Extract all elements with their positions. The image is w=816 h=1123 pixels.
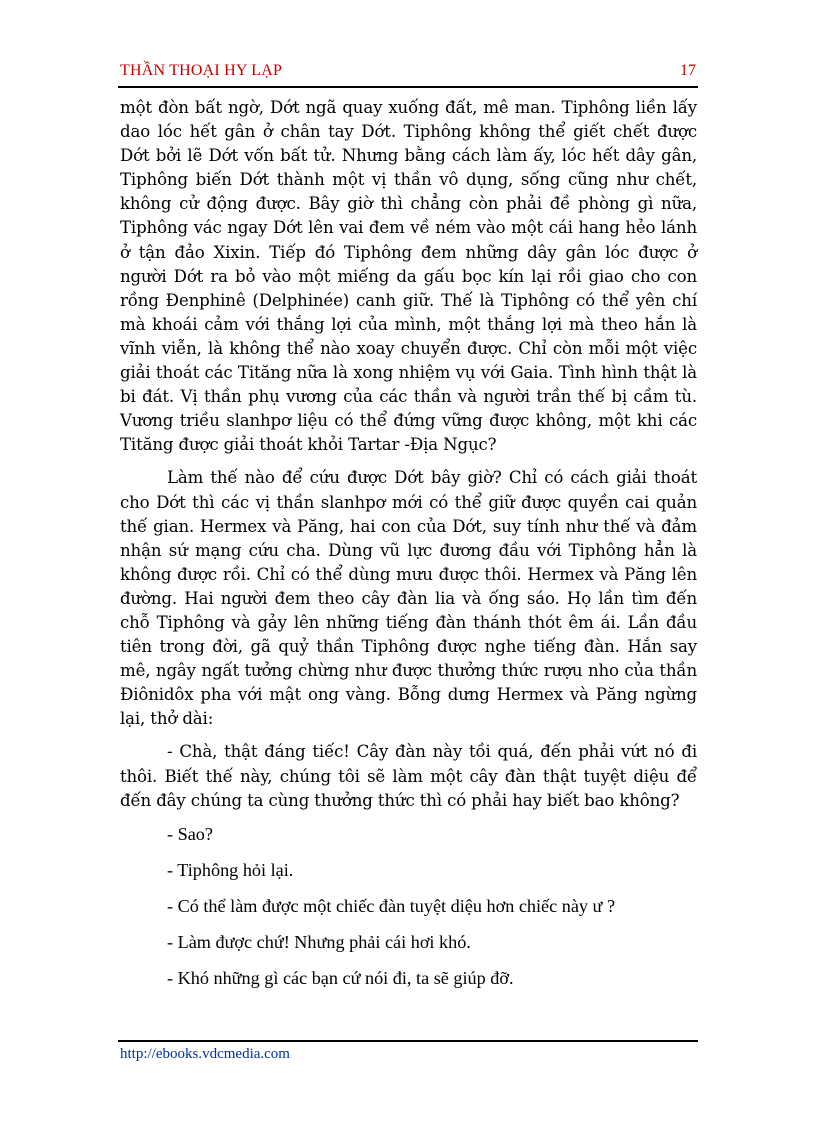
running-title: THẦN THOẠI HY LẠP [120, 62, 283, 79]
dialogue-line: - Có thể làm được một chiếc đàn tuyệt diệu hơn chiếc này ư ? [167, 895, 616, 916]
paragraph-continuation: một đòn bất ngờ, Dớt ngã quay xuống đất, mê man. Tiphông liền lấy dao lóc hết gân ở chân tay Dớt. Tiphông không thể giết chết được Dớt bởi lẽ Dớt vốn bất tử. Nhưng bằng cách làm ấy, lóc hết dây gân, Tiphông biến Dớt thành một vị thần vô dụng, sống cũng như chết, không cử động được. Bây giờ thì chẳng còn phải đề phòng gì nữa, Tiphông vác ngay Dớt lên vai đem về ném vào một cái hang hẻo lánh ở tận đảo Xixin. Tiếp đó Tiphông đem những dây gân lóc được ở người Dớt ra bỏ vào một miếng da gấu bọc kín lại rồi giao cho con rồng Đenphinê (Delphinée) canh giữ. Thế là Tiphông có thể yên chí mà khoái cảm với thắng lợi của mình, một thắng lợi mà theo hắn là vĩnh viễn, là không thể nào xoay chuyển được. Chỉ còn mỗi một việc giải thoát các Tităng nữa là xong nhiệm vụ với Gaia. Tình hình thật là bi đát. Vị thần phụ vương của các thần và người trần thế bị cầm tù. Vương triều slanhpơ liệu có thể đứng vững được không, một khi các Tităng được giải thoát khỏi Tartar -Địa Ngục? [120, 98, 697, 455]
dialogue-line: - Chà, thật đáng tiếc! Cây đàn này tồi quá, đến phải vứt nó đi thôi. Biết thế này, chúng tôi sẽ làm một cây đàn thật tuyệt diệu để đến đây chúng ta cùng thưởng thức thì có phải hay biết bao không? [120, 742, 697, 810]
footer-link[interactable]: http://ebooks.vdcmedia.com [120, 1046, 290, 1062]
dialogue-line: - Tiphông hỏi lại. [167, 859, 294, 880]
footer-divider [118, 1040, 698, 1042]
paragraph-rescue-plan: Làm thế nào để cứu được Dớt bây giờ? Chỉ có cách giải thoát cho Dớt thì các vị thần slanhpơ mới có thể giữ được quyền cai quản thế gian. Hermex và Păng, hai con của Dớt, suy tính như thế và đảm nhận sứ mạng cứu cha. Dùng vũ lực đương đầu với Tiphông hẳn là không được rồi. Chỉ có thể dùng mưu được thôi. Hermex và Păng lên đường. Hai người đem theo cây đàn lia và ống sáo. Họ lần tìm đến chỗ Tiphông và gảy lên những tiếng đàn thánh thót êm ái. Lần đầu tiên trong đời, gã quỷ thần Tiphông được nghe tiếng đàn. Hắn say mê, ngây ngất tưởng chừng như được thưởng thức rượu nho của thần Điônidôx pha với mật ong vàng. Bỗng dưng Hermex và Păng ngừng lại, thở dài: [120, 468, 697, 729]
header-divider [118, 86, 698, 88]
page-header [120, 62, 698, 86]
dialogue-line: - Làm được chứ! Nhưng phải cái hơi khó. [167, 932, 471, 952]
dialogue-line: - Sao? [167, 823, 213, 844]
page-body [120, 96, 697, 1002]
dialogue-line: - Khó những gì các bạn cứ nói đi, ta sẽ giúp đỡ. [167, 968, 514, 989]
page-number: 17 [680, 62, 696, 79]
